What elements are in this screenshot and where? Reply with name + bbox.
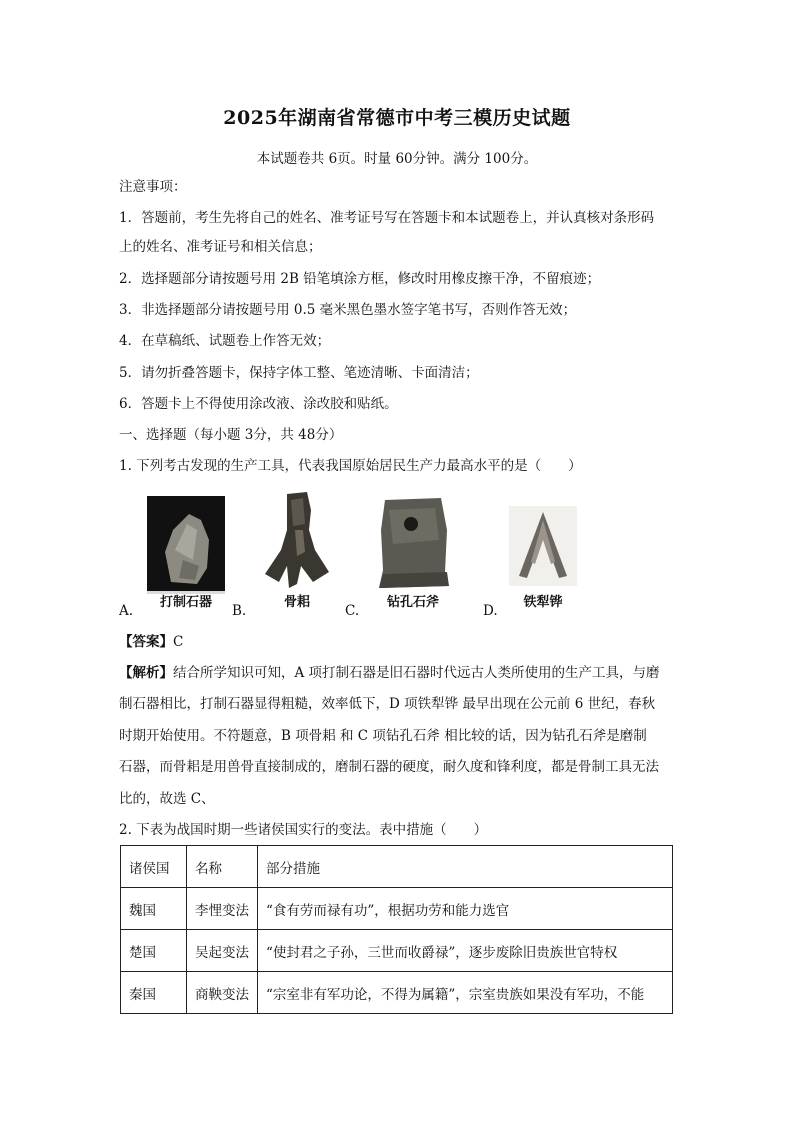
option-b-label: 骨耜 <box>253 591 341 610</box>
option-c-letter: C. <box>345 603 360 619</box>
analysis-line: 比的，故选 C、 <box>119 791 215 807</box>
answer-tag: 【答案】 <box>119 634 173 650</box>
question-1-analysis <box>119 664 679 682</box>
table-row <box>121 972 673 1014</box>
option-b-letter: B. <box>232 603 247 619</box>
option-c-label: 钻孔石斧 <box>365 591 461 610</box>
question-1-options <box>119 490 679 620</box>
option-b-figure <box>253 490 341 618</box>
question-1-stem: 1. 下列考古发现的生产工具，代表我国原始居民生产力最高水平的是（ ） <box>119 458 582 474</box>
reform-table <box>120 845 673 1014</box>
table-cell: 吴起变法 <box>187 930 258 972</box>
table-header-row <box>121 846 673 888</box>
option-a-letter: A. <box>119 603 134 619</box>
table-cell: 魏国 <box>121 888 187 930</box>
table-cell: “使封君之子孙，三世而收爵禄”，逐步废除旧贵族世官特权 <box>258 930 673 972</box>
note-line: 6．答题卡上不得使用涂改液、涂改胶和贴纸。 <box>119 396 398 412</box>
note-line: 1．答题前，考生先将自己的姓名、准考证号写在答题卡和本试题卷上，并认真核对条形码 <box>119 210 655 226</box>
note-line: 4．在草稿纸、试题卷上作答无效； <box>119 333 331 349</box>
answer-value: C <box>173 634 184 650</box>
analysis-line: 石器，而骨耜是用兽骨直接制成的，磨制石器的硬度，耐久度和锋利度，都是骨制工具无法 <box>119 759 659 775</box>
table-header: 部分措施 <box>258 846 673 888</box>
analysis-line: 时期开始使用。不符题意，B 项骨耜 和 C 项钻孔石斧 相比较的话，因为钻孔石斧是磨制 <box>119 728 647 744</box>
table-header: 名称 <box>187 846 258 888</box>
table-cell: “食有劳而禄有功”，根据功劳和能力选官 <box>258 888 673 930</box>
table-cell: 秦国 <box>121 972 187 1014</box>
section-heading: 一、选择题（每小题 3分，共 48分） <box>119 427 343 443</box>
table-row <box>121 930 673 972</box>
table-row <box>121 888 673 930</box>
table-header: 诸侯国 <box>121 846 187 888</box>
option-d-label: 铁犁铧 <box>505 591 581 610</box>
table-cell: 李悝变法 <box>187 888 258 930</box>
analysis-tag: 【解析】 <box>119 665 173 681</box>
note-line: 2．选择题部分请按题号用 2B 铅笔填涂方框，修改时用橡皮擦干净，不留痕迹； <box>119 271 601 287</box>
option-c-figure <box>365 490 461 618</box>
note-line: 上的姓名、准考证号和相关信息； <box>119 239 322 255</box>
note-line: 3．非选择题部分请按题号用 0.5 毫米黑色墨水签字笔书写，否则作答无效； <box>119 302 577 318</box>
option-a-label: 打制石器 <box>143 591 229 610</box>
exam-info: 本试题卷共 6页。时量 60分钟。满分 100分。 <box>256 151 538 167</box>
table-cell: 楚国 <box>121 930 187 972</box>
option-d-figure <box>505 490 581 618</box>
question-2-stem: 2. 下表为战国时期一些诸侯国实行的变法。表中措施（ ） <box>119 822 488 838</box>
table-cell: 商鞅变法 <box>187 972 258 1014</box>
analysis-line: 制石器相比，打制石器显得粗糙，效率低下，D 项铁犁铧 最早出现在公元前 6 世纪，春秋 <box>119 696 656 712</box>
notes-heading: 注意事项： <box>119 179 187 195</box>
page-title: 2025年湖南省常德市中考三模历史试题 <box>223 107 571 129</box>
option-d-letter: D. <box>483 603 498 619</box>
option-a-figure <box>143 490 229 618</box>
question-1-answer <box>119 633 679 651</box>
table-cell: “宗室非有军功论，不得为属籍”，宗室贵族如果没有军功，不能 <box>258 972 673 1014</box>
note-line: 5．请勿折叠答题卡，保持字体工整、笔迹清晰、卡面清洁； <box>119 365 479 381</box>
analysis-line: 结合所学知识可知，A 项打制石器是旧石器时代远古人类所使用的生产工具，与磨 <box>173 665 660 681</box>
